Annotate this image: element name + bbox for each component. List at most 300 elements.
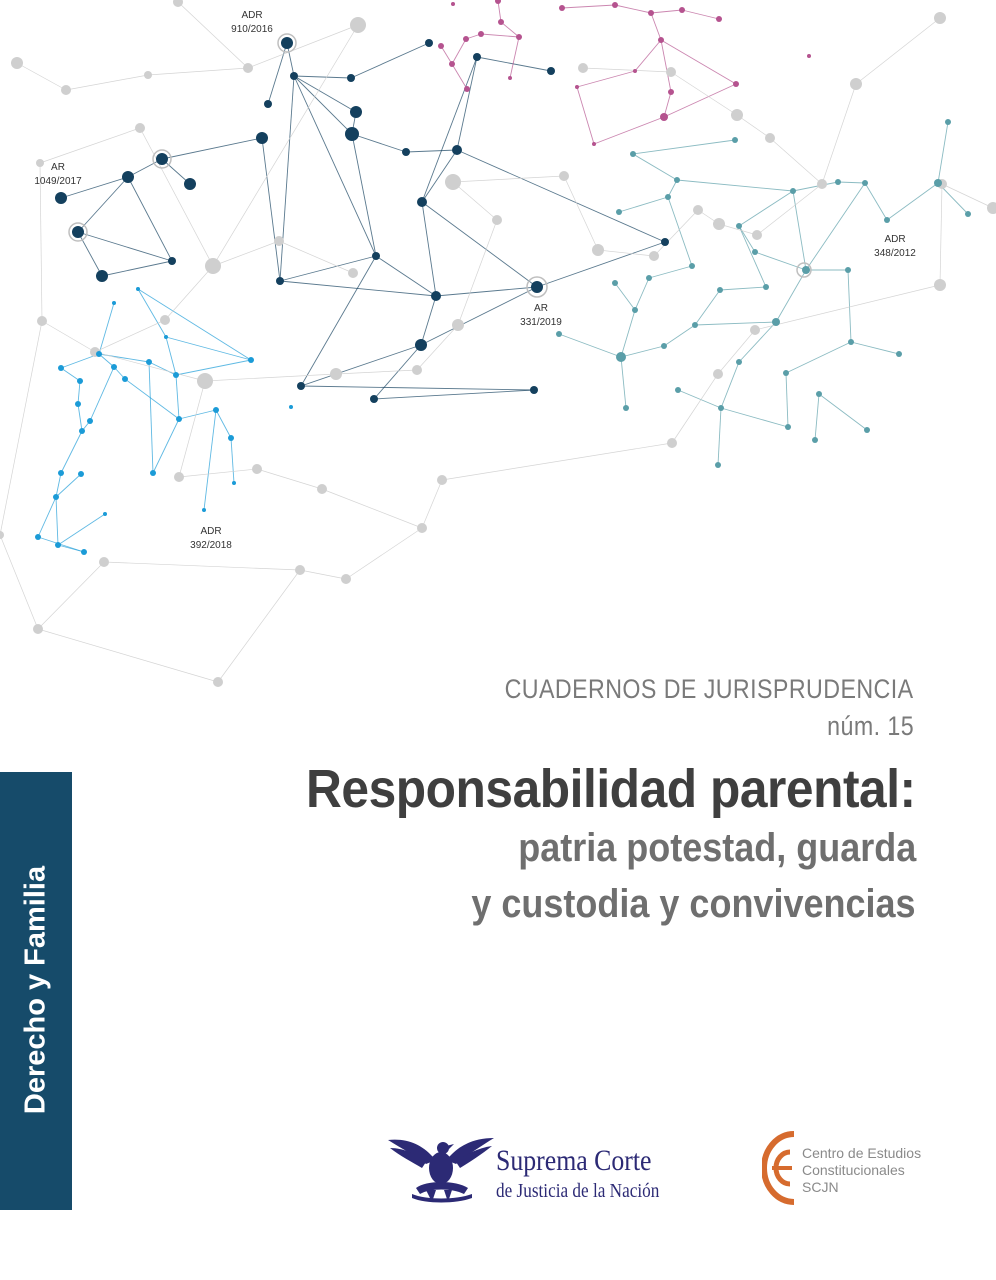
network-edge xyxy=(149,362,153,473)
network-edge xyxy=(352,134,406,152)
network-node xyxy=(816,391,822,397)
network-edge xyxy=(510,37,519,78)
network-edge xyxy=(90,367,114,421)
network-edge xyxy=(598,250,654,256)
case-label-number: 348/2012 xyxy=(874,248,916,259)
case-label-type: ADR xyxy=(200,526,222,537)
network-edge xyxy=(793,191,806,270)
network-edge xyxy=(0,535,38,629)
network-node xyxy=(785,424,791,430)
network-edge xyxy=(718,408,721,465)
network-node xyxy=(173,0,183,7)
network-node xyxy=(658,37,664,43)
cec-name-line-3: SCJN xyxy=(802,1179,839,1195)
network-node xyxy=(232,481,236,485)
network-node xyxy=(79,428,85,434)
network-node xyxy=(752,249,758,255)
network-node xyxy=(559,5,565,11)
network-node xyxy=(559,171,569,181)
case-label-type: AR xyxy=(51,162,65,173)
network-node xyxy=(717,287,723,293)
network-node xyxy=(33,624,43,634)
network-node xyxy=(498,19,504,25)
network-node xyxy=(11,57,23,69)
network-node xyxy=(437,475,447,485)
main-title: Responsabilidad parental: xyxy=(306,759,916,819)
network-edge xyxy=(300,570,346,579)
network-node xyxy=(452,145,462,155)
network-edge xyxy=(376,256,436,296)
network-edge xyxy=(577,87,594,144)
network-node xyxy=(884,217,890,223)
network-node xyxy=(297,382,305,390)
network-edge xyxy=(179,469,257,477)
network-node xyxy=(783,370,789,376)
network-node xyxy=(452,319,464,331)
network-edge xyxy=(176,375,179,419)
network-edge xyxy=(453,176,564,182)
network-edge xyxy=(231,438,234,483)
network-node xyxy=(197,373,213,389)
network-edge xyxy=(165,266,213,320)
network-edge xyxy=(452,64,467,89)
network-edge xyxy=(457,57,477,150)
network-edge xyxy=(294,76,376,256)
network-node xyxy=(317,484,327,494)
network-node xyxy=(122,376,128,382)
network-node xyxy=(667,438,677,448)
network-node xyxy=(850,78,862,90)
network-node xyxy=(96,270,108,282)
network-node xyxy=(122,171,134,183)
network-edge xyxy=(346,528,422,579)
network-edge xyxy=(615,5,651,13)
network-edge xyxy=(721,408,788,427)
network-edge xyxy=(481,34,519,37)
network-node xyxy=(412,365,422,375)
network-edge xyxy=(205,374,336,381)
network-edge xyxy=(564,176,598,250)
network-edge xyxy=(17,63,66,90)
network-edge xyxy=(635,40,661,71)
network-node xyxy=(835,179,841,185)
network-node xyxy=(862,180,868,186)
network-node xyxy=(965,211,971,217)
network-node xyxy=(103,512,107,516)
network-edge xyxy=(166,337,251,360)
network-node xyxy=(58,365,64,371)
network-edge xyxy=(162,138,262,159)
network-edge xyxy=(78,404,82,431)
network-node xyxy=(53,494,59,500)
case-label-number: 331/2019 xyxy=(520,317,562,328)
network-edge xyxy=(204,410,216,510)
network-node xyxy=(289,405,293,409)
network-edge xyxy=(651,13,661,40)
network-edge xyxy=(757,184,822,235)
network-node xyxy=(612,280,618,286)
network-edge xyxy=(737,115,770,138)
network-edge xyxy=(498,1,501,22)
network-edge xyxy=(770,138,822,184)
case-label-number: 392/2018 xyxy=(190,540,232,551)
network-edge xyxy=(619,197,668,212)
network-node xyxy=(492,215,502,225)
case-label-number: 1049/2017 xyxy=(34,176,82,187)
network-node xyxy=(649,251,659,261)
network-node xyxy=(111,364,117,370)
network-edge xyxy=(279,241,353,273)
network-edge xyxy=(38,497,56,537)
network-edge xyxy=(56,497,58,545)
network-node xyxy=(75,401,81,407)
network-edge xyxy=(38,562,104,629)
series-number: núm. 15 xyxy=(827,711,914,741)
network-edge xyxy=(786,342,851,373)
network-node xyxy=(87,418,93,424)
network-node xyxy=(415,339,427,351)
network-edge xyxy=(78,381,80,404)
network-edge xyxy=(301,386,534,390)
network-node xyxy=(616,209,622,215)
network-node xyxy=(715,462,721,468)
network-node xyxy=(0,531,4,539)
network-edge xyxy=(633,140,735,154)
network-edge xyxy=(213,241,279,266)
network-node xyxy=(578,63,588,73)
network-node xyxy=(135,123,145,133)
network-edge xyxy=(661,40,671,92)
network-edge xyxy=(865,183,887,220)
network-edge xyxy=(815,394,819,440)
network-node xyxy=(449,61,455,67)
network-node xyxy=(451,2,455,6)
network-edge xyxy=(99,303,114,354)
network-node xyxy=(168,257,176,265)
network-node xyxy=(716,16,722,22)
network-edge xyxy=(457,150,665,242)
network-node xyxy=(205,258,221,274)
network-edge xyxy=(583,68,671,72)
eagle-emblem-icon xyxy=(386,1130,496,1206)
network-node xyxy=(689,263,695,269)
network-node xyxy=(345,127,359,141)
network-edge xyxy=(336,370,417,374)
network-node xyxy=(765,133,775,143)
network-node xyxy=(438,43,444,49)
network-node xyxy=(36,159,44,167)
network-edge xyxy=(848,270,851,342)
network-edge xyxy=(216,410,231,438)
network-edge xyxy=(149,362,176,375)
network-node xyxy=(256,132,268,144)
network-edge xyxy=(61,431,82,473)
case-label-number: 910/2016 xyxy=(231,24,273,35)
network-node xyxy=(58,470,64,476)
network-edge xyxy=(294,76,351,78)
network-node xyxy=(37,316,47,326)
network-node xyxy=(802,266,810,274)
network-node xyxy=(632,307,638,313)
network-edge xyxy=(213,25,358,266)
subtitle-line-2: y custodia y convivencias xyxy=(471,882,916,926)
network-edge xyxy=(594,117,664,144)
network-node xyxy=(96,351,102,357)
network-edge xyxy=(720,287,766,290)
network-node xyxy=(478,31,484,37)
network-node xyxy=(99,557,109,567)
case-label-type: AR xyxy=(534,303,548,314)
network-node xyxy=(425,39,433,47)
network-node xyxy=(55,542,61,548)
network-edge xyxy=(78,232,172,261)
network-node xyxy=(750,325,760,335)
network-node xyxy=(173,372,179,378)
network-node xyxy=(341,574,351,584)
network-node xyxy=(547,67,555,75)
network-node xyxy=(592,142,596,146)
network-edge xyxy=(406,150,457,152)
network-edge xyxy=(615,283,635,310)
network-node xyxy=(732,137,738,143)
network-edge xyxy=(140,128,213,266)
network-node xyxy=(531,281,543,293)
network-node xyxy=(864,427,870,433)
network-node xyxy=(668,89,674,95)
network-edge xyxy=(352,134,376,256)
network-node xyxy=(350,17,366,33)
network-node xyxy=(713,218,725,230)
network-edge xyxy=(176,360,251,375)
network-node xyxy=(530,386,538,394)
network-edge xyxy=(621,346,664,357)
network-edge xyxy=(721,362,739,408)
network-node xyxy=(252,464,262,474)
network-node xyxy=(473,53,481,61)
network-edge xyxy=(421,296,436,345)
network-edge xyxy=(786,373,788,427)
network-node xyxy=(213,407,219,413)
network-node xyxy=(790,188,796,194)
network-edge xyxy=(422,480,442,528)
network-node xyxy=(516,34,522,40)
network-node xyxy=(295,565,305,575)
network-node xyxy=(630,151,636,157)
network-node xyxy=(807,54,811,58)
network-node xyxy=(612,2,618,8)
network-edge xyxy=(739,191,793,226)
network-node xyxy=(666,67,676,77)
network-node xyxy=(772,318,780,326)
network-edge xyxy=(218,570,300,682)
network-node xyxy=(848,339,854,345)
network-edge xyxy=(166,337,176,375)
network-edge xyxy=(95,320,165,352)
network-node xyxy=(72,226,84,238)
network-edge xyxy=(280,76,294,281)
network-edge xyxy=(940,184,942,285)
network-edge xyxy=(58,514,105,545)
network-node xyxy=(945,119,951,125)
network-edge xyxy=(739,226,755,252)
network-edge xyxy=(695,290,720,325)
network-node xyxy=(592,244,604,256)
network-node xyxy=(184,178,196,190)
network-edge xyxy=(661,40,736,84)
network-edge xyxy=(125,379,179,419)
network-node xyxy=(402,148,410,156)
network-edge xyxy=(664,325,695,346)
network-node xyxy=(112,301,116,305)
network-node xyxy=(350,106,362,118)
network-node xyxy=(556,331,562,337)
case-label-type: ADR xyxy=(884,234,906,245)
network-node xyxy=(160,315,170,325)
network-edge xyxy=(501,22,519,37)
network-node xyxy=(896,351,902,357)
network-node xyxy=(934,179,942,187)
network-node xyxy=(417,523,427,533)
network-node xyxy=(665,194,671,200)
network-edge xyxy=(664,84,736,117)
network-edge xyxy=(40,128,140,163)
network-edge xyxy=(374,390,534,399)
scjn-logo xyxy=(386,1130,686,1206)
network-edge xyxy=(104,562,300,570)
network-node xyxy=(78,471,84,477)
cec-logo xyxy=(762,1130,932,1206)
network-edge xyxy=(942,184,993,208)
network-node xyxy=(693,205,703,215)
network-edge xyxy=(458,220,497,325)
case-label-type: ADR xyxy=(241,10,263,21)
network-edge xyxy=(301,256,376,386)
network-node xyxy=(276,277,284,285)
network-edge xyxy=(678,390,721,408)
network-edge xyxy=(422,202,436,296)
network-edge xyxy=(453,182,497,220)
cec-emblem-icon xyxy=(762,1130,798,1206)
network-edge xyxy=(280,281,436,296)
network-edge xyxy=(856,18,940,84)
network-edge xyxy=(351,43,429,78)
network-edge xyxy=(153,419,179,473)
network-edge xyxy=(452,39,466,64)
network-edge xyxy=(138,289,166,337)
network-edge xyxy=(755,285,940,330)
network-edge xyxy=(635,278,649,310)
network-edge xyxy=(562,5,615,8)
network-node xyxy=(248,357,254,363)
network-edge xyxy=(621,357,626,408)
network-node xyxy=(290,72,298,80)
network-node xyxy=(495,0,501,4)
network-edge xyxy=(654,210,698,256)
network-node xyxy=(845,267,851,273)
network-node xyxy=(136,287,140,291)
network-node xyxy=(718,405,724,411)
network-node xyxy=(508,76,512,80)
network-edge xyxy=(668,197,692,266)
network-edge xyxy=(633,154,677,180)
network-node xyxy=(146,359,152,365)
network-edge xyxy=(148,68,248,75)
network-node xyxy=(81,549,87,555)
network-node xyxy=(372,252,380,260)
subtitle-line-1: patria potestad, guarda xyxy=(517,826,916,870)
network-node xyxy=(330,368,342,380)
network-node xyxy=(692,322,698,328)
network-edge xyxy=(102,261,172,276)
network-edge xyxy=(887,183,938,220)
network-node xyxy=(987,202,996,214)
network-node xyxy=(817,179,827,189)
network-edge xyxy=(280,256,376,281)
network-node xyxy=(934,279,946,291)
network-edge xyxy=(179,381,205,477)
network-node xyxy=(370,395,378,403)
network-node xyxy=(661,238,669,246)
network-node xyxy=(174,472,184,482)
network-node xyxy=(648,10,654,16)
network-edge xyxy=(128,177,172,261)
network-edge xyxy=(61,368,80,381)
network-node xyxy=(77,378,83,384)
network-node xyxy=(35,534,41,540)
network-node xyxy=(733,81,739,87)
network-node xyxy=(347,74,355,82)
network-node xyxy=(150,470,156,476)
cec-name-line-1: Centro de Estudios xyxy=(802,1145,922,1161)
network-edge xyxy=(577,71,635,87)
network-node xyxy=(202,508,206,512)
network-node xyxy=(661,343,667,349)
network-edge xyxy=(179,410,216,419)
network-node xyxy=(731,109,743,121)
network-edge xyxy=(819,394,867,430)
network-edge xyxy=(559,334,621,357)
cec-name-line-2: Constitucionales xyxy=(802,1162,905,1178)
series-title: CUADERNOS DE JURISPRUDENCIA xyxy=(505,674,914,704)
network-node xyxy=(264,100,272,108)
network-node xyxy=(445,174,461,190)
network-edge xyxy=(695,322,776,325)
network-node xyxy=(156,153,168,165)
network-node xyxy=(713,369,723,379)
network-node xyxy=(679,7,685,13)
network-node xyxy=(164,335,168,339)
network-node xyxy=(431,291,441,301)
network-node xyxy=(763,284,769,290)
network-edge xyxy=(677,180,793,191)
network-edge xyxy=(938,122,948,183)
network-node xyxy=(348,268,358,278)
network-edge xyxy=(649,266,692,278)
network-edge xyxy=(682,10,719,19)
network-edge xyxy=(806,183,865,270)
network-edge xyxy=(0,321,42,535)
collection-label: Derecho y Familia xyxy=(19,865,52,1115)
network-edge xyxy=(851,342,899,354)
network-node xyxy=(646,275,652,281)
network-node xyxy=(812,437,818,443)
network-node xyxy=(736,223,742,229)
scjn-name-line-1: Suprema Corte xyxy=(496,1144,652,1177)
network-node xyxy=(228,435,234,441)
network-edge xyxy=(66,75,148,90)
network-node xyxy=(675,387,681,393)
network-node xyxy=(144,71,152,79)
